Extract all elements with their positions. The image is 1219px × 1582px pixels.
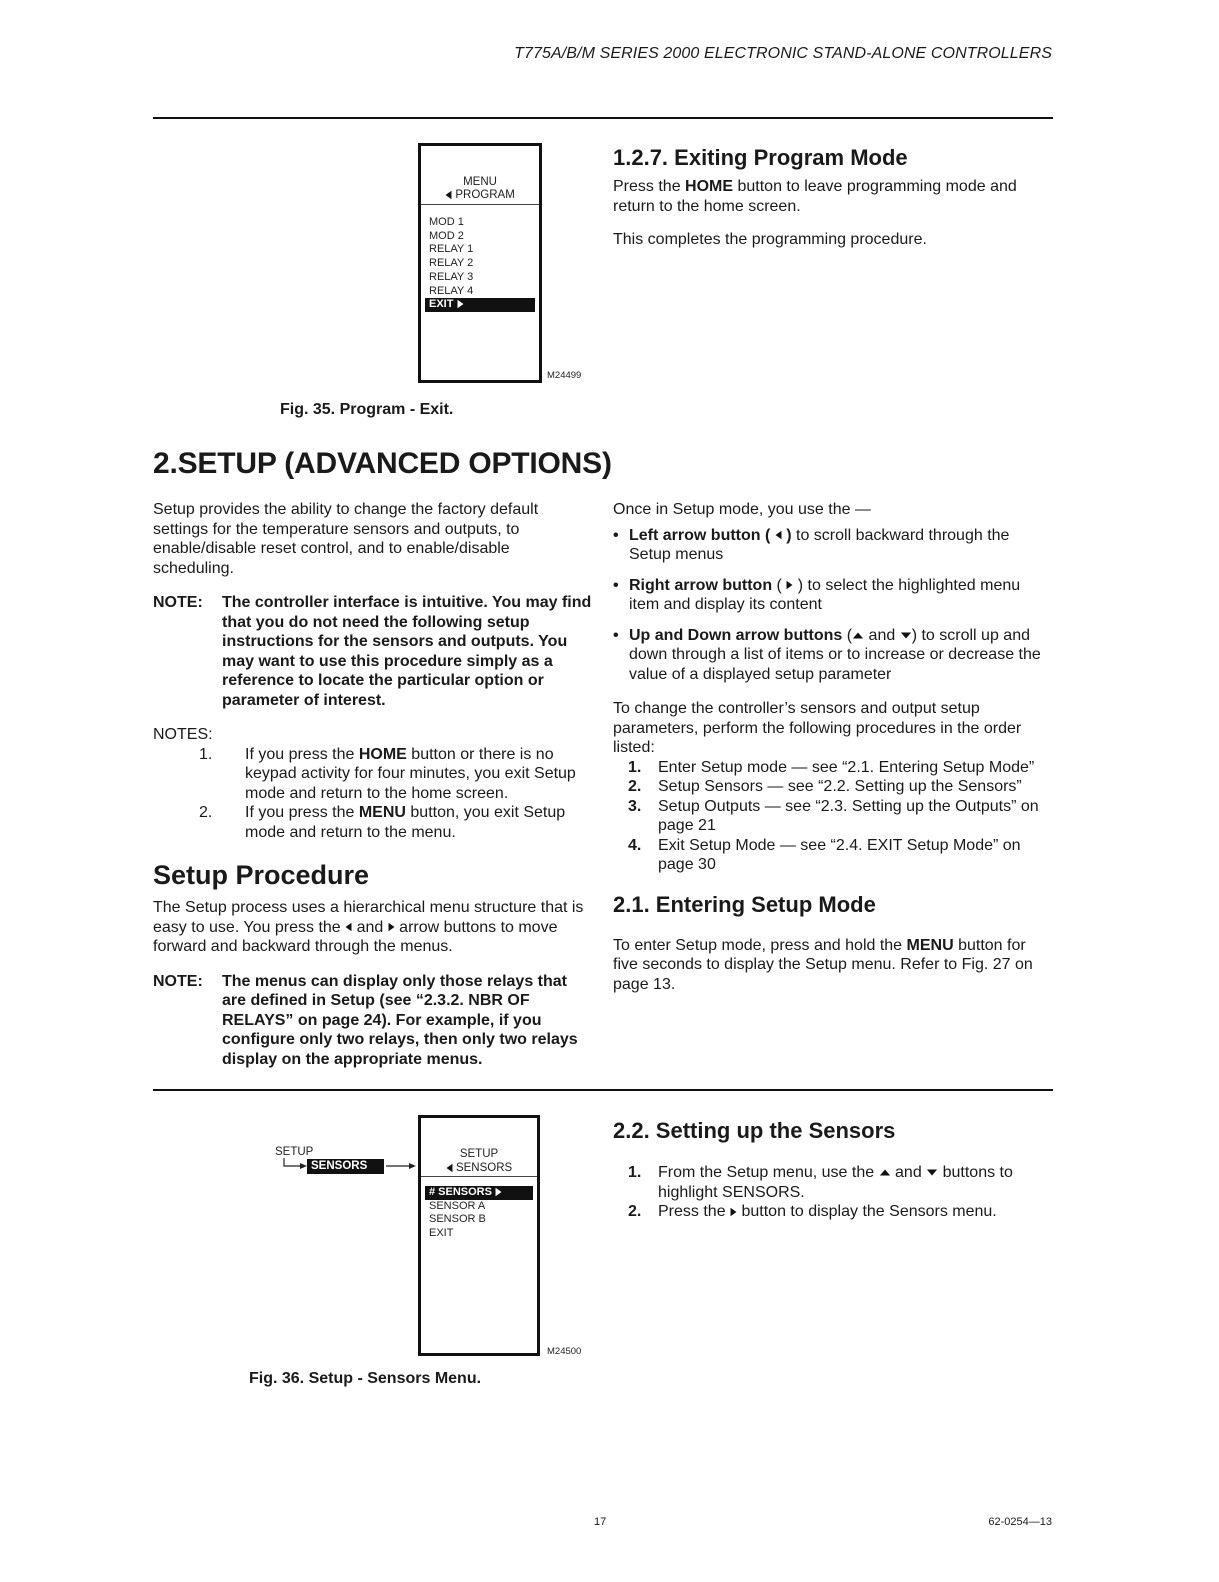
right-arrow-icon	[496, 1188, 502, 1197]
up-arrow-icon	[853, 632, 863, 638]
lcd-item-mod2: MOD 2	[429, 229, 464, 242]
down-arrow-icon	[927, 1170, 937, 1176]
right-arrow-icon	[731, 1208, 737, 1217]
exiting-heading: 1.2.7. Exiting Program Mode	[613, 145, 908, 170]
left-arrow-icon	[446, 191, 452, 200]
lcd-menu-list	[429, 1186, 533, 1241]
step-2: 2. Setup Sensors — see “2.2. Setting up the Sensors”	[628, 778, 1022, 795]
setup-left-column	[153, 500, 593, 1069]
step-1: 1. Enter Setup mode — see “2.1. Entering Setup Mode”	[628, 758, 1035, 776]
lcd-title-menu: MENU	[463, 176, 497, 188]
fig36-left-selected: SENSORS	[307, 1159, 384, 1174]
lcd-divider	[421, 1176, 537, 1177]
exiting-paragraph-2: This completes the programming procedure.	[613, 231, 927, 248]
left-arrow-icon	[446, 1164, 452, 1173]
lcd-item-exit: EXIT	[429, 1227, 454, 1240]
lcd-divider	[421, 204, 539, 205]
lcd-item-exit-selected: EXIT	[425, 298, 535, 312]
step-4: 4. Exit Setup Mode — see “2.4. EXIT Setup Mode” on page 30	[628, 836, 1021, 873]
bullet-left-arrow: • Left arrow button ( ) to scroll backward through the Setup menus	[613, 526, 1010, 563]
fig35-lcd-screen	[418, 143, 542, 383]
note-label: NOTE:	[153, 594, 203, 611]
document-number: 62-0254—13	[988, 1516, 1052, 1528]
setup-note-2	[153, 972, 593, 1070]
notes-item-2: 2. If you press the MENU button, you exit Setup mode and return to the menu.	[199, 804, 566, 841]
fig35-caption: Fig. 35. Program - Exit.	[280, 401, 454, 418]
top-rule	[153, 117, 1053, 119]
mid-rule	[153, 1089, 1053, 1091]
sensors-step-2: 2. Press the button to display the Sensors menu.	[628, 1203, 997, 1220]
left-arrow-icon	[775, 531, 781, 540]
setup-procedure-text: The Setup process uses a hierarchical menu structure that is easy to use. You press the and arrow buttons to move forward and backward through the menus.	[153, 899, 584, 955]
lcd-item-sensors-selected: # SENSORS	[425, 1186, 533, 1200]
lcd-title-sensors: SENSORS	[421, 1162, 537, 1176]
sensors-step-1: 1. From the Setup menu, use the and buttons to highlight SENSORS.	[628, 1164, 1013, 1201]
once-text: Once in Setup mode, you use the —	[613, 501, 871, 518]
page-number: 17	[594, 1516, 607, 1528]
notes-list	[153, 745, 593, 843]
lcd-title-program: PROGRAM	[421, 189, 539, 203]
lcd-menu-list	[429, 216, 535, 312]
note-text: The controller interface is intuitive. You may find that you do not need the following setup instructions for the sensors and outputs. You may want to use this procedure simply as a reference to locate the particular option or parameter of interest.	[222, 594, 592, 709]
lcd-item-relay1: RELAY 1	[429, 243, 474, 256]
setup-procedure-heading: Setup Procedure	[153, 860, 370, 890]
setup-right-column	[613, 500, 1053, 994]
right-arrow-icon	[457, 300, 463, 309]
lcd-item-relay2: RELAY 2	[429, 257, 474, 270]
note2-label: NOTE:	[153, 972, 203, 990]
page-header-title: T775A/B/M SERIES 2000 ELECTRONIC STAND-ALONE CONTROLLERS	[514, 45, 1052, 62]
down-arrow-icon	[901, 632, 911, 638]
lcd-item-sensor-b: SENSOR B	[429, 1213, 486, 1226]
lcd-item-sensor-a: SENSOR A	[429, 1199, 486, 1212]
right-arrow-icon	[388, 923, 394, 932]
entering-setup-heading: 2.1. Entering Setup Mode	[613, 891, 876, 917]
lcd-item-mod1: MOD 1	[429, 216, 464, 228]
sensors-steps	[613, 1163, 1053, 1222]
entering-setup-text: To enter Setup mode, press and hold the MENU button for five seconds to display the Setup menu. Refer to Fig. 27 on page 13.	[613, 936, 1033, 993]
fig36-lcd-screen	[418, 1115, 540, 1356]
exiting-paragraph-1: Press the HOME button to leave programming mode and return to the home screen.	[613, 178, 1017, 215]
up-arrow-icon	[879, 1170, 889, 1176]
bullet-right-arrow: • Right arrow button ( ) to select the highlighted menu item and display its content	[613, 576, 1021, 613]
notes-label: NOTES:	[153, 726, 213, 743]
sensors-heading: 2.2. Setting up the Sensors	[613, 1118, 896, 1143]
bullet-up-down-arrows: • Up and Down arrow buttons ( and ) to scroll up and down through a list of items or to increase or decrease the value of a displayed setup parameter	[613, 626, 1041, 683]
lcd-title-setup: SETUP	[459, 1148, 499, 1160]
change-text: To change the controller’s sensors and output setup parameters, perform the following procedures in the order listed:	[613, 700, 1022, 756]
fig36-left-label: SETUP	[275, 1146, 314, 1158]
right-arrow-icon	[787, 581, 793, 590]
setup-note	[153, 593, 593, 710]
note2-text: The menus can display only those relays that are defined in Setup (see “2.3.2. NBR OF RELAYS” on page 24). For example, if you configure only two relays, then only two relays display on the appropriate menus.	[222, 972, 578, 1068]
left-arrow-icon	[346, 923, 352, 932]
setup-main-heading: 2.SETUP (ADVANCED OPTIONS)	[153, 447, 612, 480]
fig35-code: M24499	[547, 370, 582, 381]
step-3: 3. Setup Outputs — see “2.3. Setting up the Outputs” on page 21	[628, 797, 1039, 834]
lcd-item-relay4: RELAY 4	[429, 284, 474, 297]
fig36-caption: Fig. 36. Setup - Sensors Menu.	[249, 1370, 482, 1387]
exiting-section	[613, 145, 1053, 250]
notes-item-1: 1. If you press the HOME button or there is no keypad activity for four minutes, you exit Setup mode and return to the home screen.	[199, 745, 576, 802]
setup-intro: Setup provides the ability to change the factory default settings for the temperature sensors and outputs, to enable/disable reset control, and to enable/disable scheduling.	[153, 501, 539, 577]
lcd-item-relay3: RELAY 3	[429, 270, 474, 283]
procedure-steps	[613, 758, 1053, 875]
sensors-section	[613, 1118, 1053, 1222]
fig36-code: M24500	[547, 1346, 582, 1357]
